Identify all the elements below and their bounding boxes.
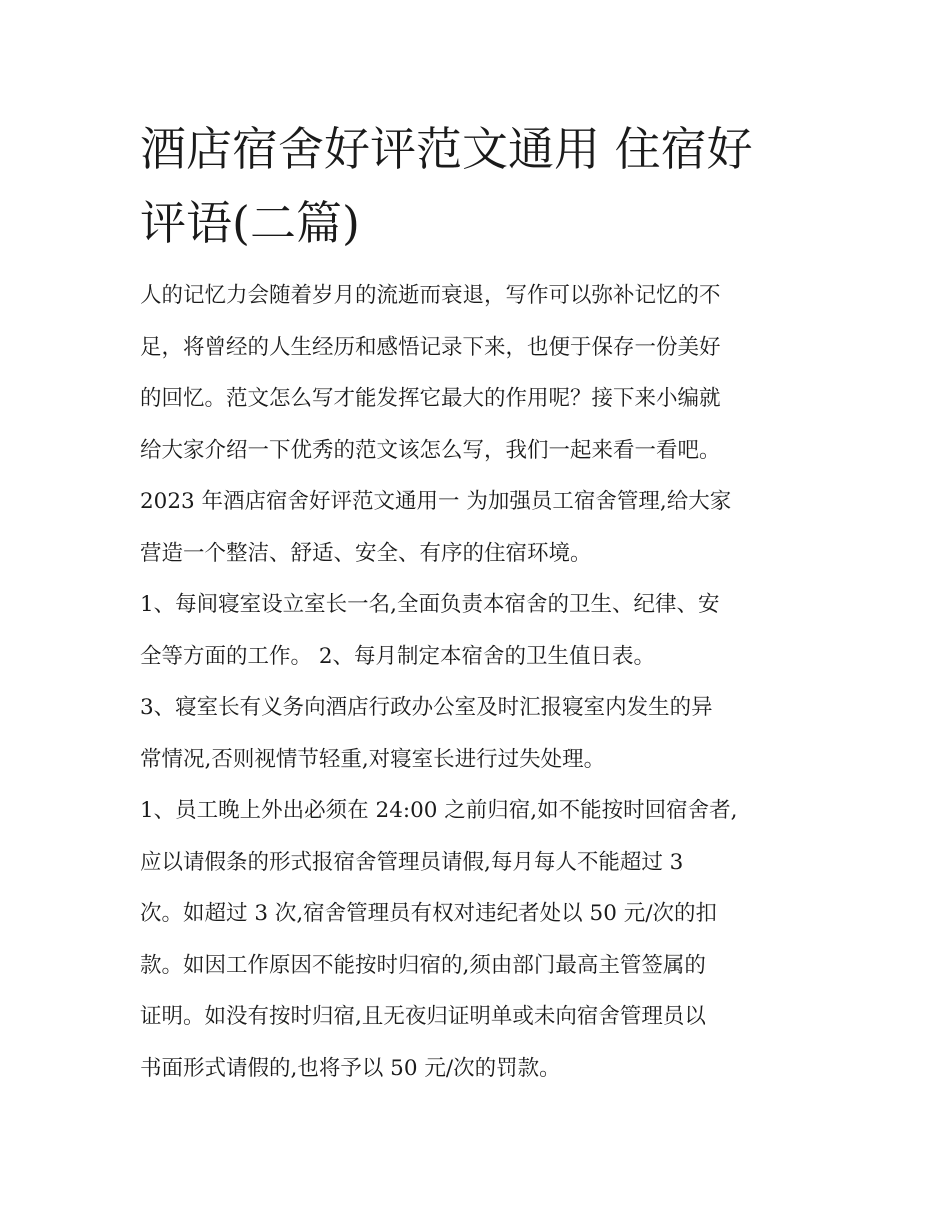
body-line: 的回忆。范文怎么写才能发挥它最大的作用呢？接下来小编就 [140,386,721,411]
body-line: 1、每间寝室设立室长一名,全面负责本宿舍的卫生、纪律、安 [140,592,720,617]
body-line: 2023 年酒店宿舍好评范文通用一 为加强员工宿舍管理,给大家 [140,489,732,514]
body-line: 应以请假条的形式报宿舍管理员请假,每月每人不能超过 3 [140,849,684,875]
body-line: 常情况,否则视情节轻重,对寝室长进行过失处理。 [140,746,606,772]
body-line: 足，将曾经的人生经历和感悟记录下来，也便于保存一份美好 [140,334,721,360]
document-title [140,112,812,260]
body-line: 3、寝室长有义务向酒店行政办公室及时汇报寝室内发生的异 [140,695,713,720]
title-line: 评语(二篇) [140,196,360,250]
title-line: 酒店宿舍好评范文通用 住宿好 [140,122,753,176]
body-line: 给大家介绍一下优秀的范文该怎么写，我们一起来看一看吧。 [140,437,721,463]
body-line: 营造一个整洁、舒适、安全、有序的住宿环境。 [140,540,592,566]
document-body [140,270,812,1094]
body-line: 1、员工晚上外出必须在 24:00 之前归宿,如不能按时回宿舍者, [140,798,738,823]
body-line: 证明。如没有按时归宿,且无夜归证明单或未向宿舍管理员以 [140,1004,706,1029]
body-line: 全等方面的工作。 2、每月制定本宿舍的卫生值日表。 [140,643,656,669]
body-line: 款。如因工作原因不能按时归宿的,须由部门最高主管签属的 [140,952,706,978]
body-line: 书面形式请假的,也将予以 50 元/次的罚款。 [140,1055,561,1081]
body-line: 人的记忆力会随着岁月的流逝而衰退，写作可以弥补记忆的不 [140,283,721,308]
body-line: 次。如超过 3 次,宿舍管理员有权对违纪者处以 50 元/次的扣 [140,901,717,926]
document-page [140,112,812,1094]
